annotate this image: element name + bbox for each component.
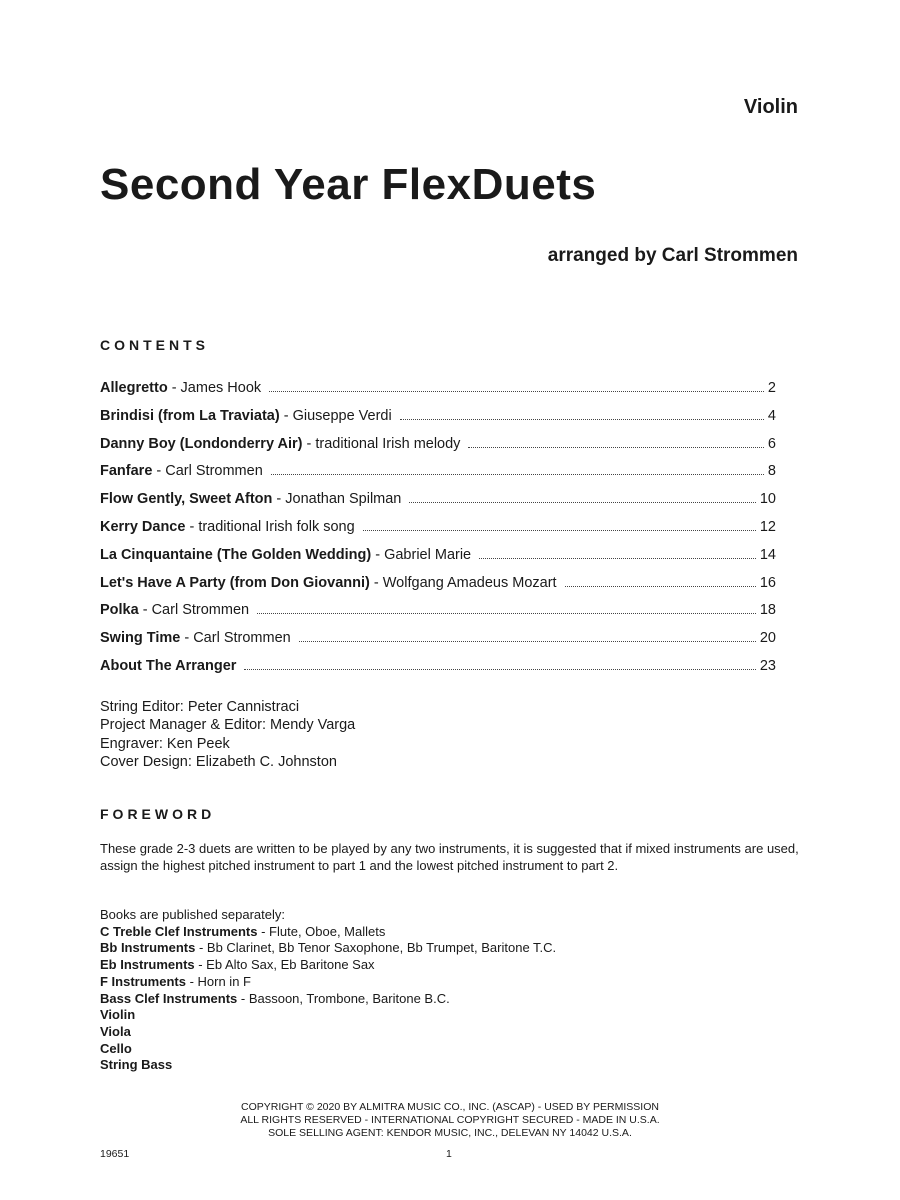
toc-page-number: 14: [759, 546, 776, 563]
toc-page-number: 20: [759, 630, 776, 647]
toc-title: Brindisi (from La Traviata): [100, 407, 280, 424]
foreword-text: These grade 2-3 duets are written to be played by any two instruments, it is suggested that if mixed instruments are used, assign the highest pitched instrument to part 1 and the lowest pitched instrument to part 2.: [100, 841, 799, 873]
toc-leader-dots: [400, 419, 764, 420]
toc-leader-dots: [409, 502, 755, 503]
toc-title: La Cinquantaine (The Golden Wedding): [100, 546, 372, 563]
book-edition: [100, 940, 556, 957]
toc-author: - Gabriel Marie: [371, 546, 472, 563]
credit-line: Cover Design: Elizabeth C. Johnston: [100, 753, 337, 770]
toc-title: Fanfare: [100, 463, 153, 480]
book-edition-detail: - Eb Alto Sax, Eb Baritone Sax: [194, 957, 375, 973]
toc-title: Danny Boy (Londonderry Air): [100, 435, 303, 452]
copyright-line: SOLE SELLING AGENT: KENDOR MUSIC, INC., DELEVAN NY 14042 U.S.A.: [268, 1127, 632, 1139]
toc-page-number: 2: [767, 380, 776, 396]
book-edition: [100, 1024, 556, 1041]
book-edition: [100, 1007, 556, 1024]
toc-page-number: 16: [759, 574, 776, 591]
page-title: Second Year FlexDuets: [100, 160, 597, 209]
book-edition-detail: - Flute, Oboe, Mallets: [257, 923, 386, 939]
contents-heading: CONTENTS: [100, 337, 209, 353]
toc-author: - Giuseppe Verdi: [279, 407, 392, 424]
toc-author: - Carl Strommen: [180, 630, 291, 647]
page-number: 1: [446, 1148, 452, 1160]
book-edition: [100, 991, 556, 1008]
toc-title: Allegretto: [100, 380, 168, 396]
toc-author: - Carl Strommen: [138, 602, 250, 619]
book-edition-name: Eb Instruments: [100, 957, 195, 973]
toc-leader-dots: [363, 530, 756, 531]
toc-page-number: 12: [759, 518, 776, 535]
book-edition: [100, 1057, 556, 1074]
toc-author: - James Hook: [167, 380, 262, 396]
toc-row: [100, 519, 776, 547]
toc-leader-dots: [299, 641, 756, 642]
toc-leader-dots: [244, 669, 755, 670]
toc-row: [100, 658, 776, 686]
toc-page-number: 23: [759, 657, 776, 674]
book-edition: [100, 974, 556, 991]
toc-leader-dots: [468, 447, 763, 448]
toc-page-number: 8: [767, 463, 776, 480]
table-of-contents: [100, 380, 776, 686]
copyright-line: ALL RIGHTS RESERVED - INTERNATIONAL COPYRIGHT SECURED - MADE IN U.S.A.: [240, 1114, 660, 1126]
credits-block: [100, 698, 355, 771]
toc-row: [100, 436, 776, 464]
toc-author: - traditional Irish folk song: [185, 518, 355, 535]
toc-row: [100, 575, 776, 603]
book-edition: [100, 957, 556, 974]
book-edition-name: Violin: [100, 1007, 136, 1023]
books-list: [100, 907, 556, 1074]
toc-page-number: 18: [759, 602, 776, 619]
credit-line: String Editor: Peter Cannistraci: [100, 699, 300, 715]
copyright-notice: [0, 1101, 900, 1140]
credit-line: Engraver: Ken Peek: [100, 735, 230, 752]
toc-row: [100, 630, 776, 658]
toc-author: - Carl Strommen: [152, 463, 263, 480]
foreword-heading: FOREWORD: [100, 806, 216, 822]
toc-row: [100, 408, 776, 436]
book-edition-detail: - Horn in F: [185, 973, 251, 989]
toc-author: - traditional Irish melody: [302, 435, 461, 452]
toc-title: Swing Time: [100, 630, 181, 647]
toc-row: [100, 602, 776, 630]
instrument-label: Violin: [743, 96, 798, 118]
book-edition: [100, 924, 556, 941]
toc-title: Kerry Dance: [100, 518, 186, 535]
book-edition-detail: - Bb Clarinet, Bb Tenor Saxophone, Bb Trumpet, Baritone T.C.: [195, 940, 557, 956]
toc-author: - Wolfgang Amadeus Mozart: [369, 574, 557, 591]
book-edition-name: Cello: [100, 1040, 132, 1056]
toc-leader-dots: [479, 558, 756, 559]
toc-leader-dots: [269, 391, 764, 392]
toc-row: [100, 547, 776, 575]
arranger-credit: arranged by Carl Strommen: [547, 245, 798, 266]
product-number: 19651: [100, 1148, 130, 1160]
book-edition-name: Bb Instruments: [100, 940, 196, 956]
toc-page-number: 10: [759, 491, 776, 508]
toc-title: Polka: [100, 602, 139, 619]
credit-line: Project Manager & Editor: Mendy Varga: [100, 717, 356, 734]
toc-leader-dots: [271, 474, 764, 475]
book-edition-name: String Bass: [100, 1057, 173, 1073]
toc-row: [100, 491, 776, 519]
toc-author: - Jonathan Spilman: [272, 491, 402, 508]
toc-title: Let's Have A Party (from Don Giovanni): [100, 574, 370, 591]
toc-row: [100, 463, 776, 491]
toc-title: Flow Gently, Sweet Afton: [100, 491, 273, 508]
book-edition-name: F Instruments: [100, 973, 186, 989]
toc-leader-dots: [565, 586, 756, 587]
toc-title: About The Arranger: [100, 657, 237, 674]
toc-leader-dots: [257, 613, 756, 614]
book-edition-name: Viola: [100, 1023, 131, 1039]
book-edition-name: Bass Clef Instruments: [100, 990, 238, 1006]
book-edition: [100, 1041, 556, 1058]
toc-page-number: 4: [767, 407, 776, 424]
book-edition-name: C Treble Clef Instruments: [100, 923, 258, 939]
book-edition-detail: - Bassoon, Trombone, Baritone B.C.: [237, 990, 450, 1006]
toc-page-number: 6: [767, 435, 776, 452]
toc-row: [100, 380, 776, 408]
copyright-line: COPYRIGHT © 2020 BY ALMITRA MUSIC CO., INC. (ASCAP) - USED BY PERMISSION: [241, 1101, 659, 1113]
books-intro: Books are published separately:: [100, 907, 286, 922]
